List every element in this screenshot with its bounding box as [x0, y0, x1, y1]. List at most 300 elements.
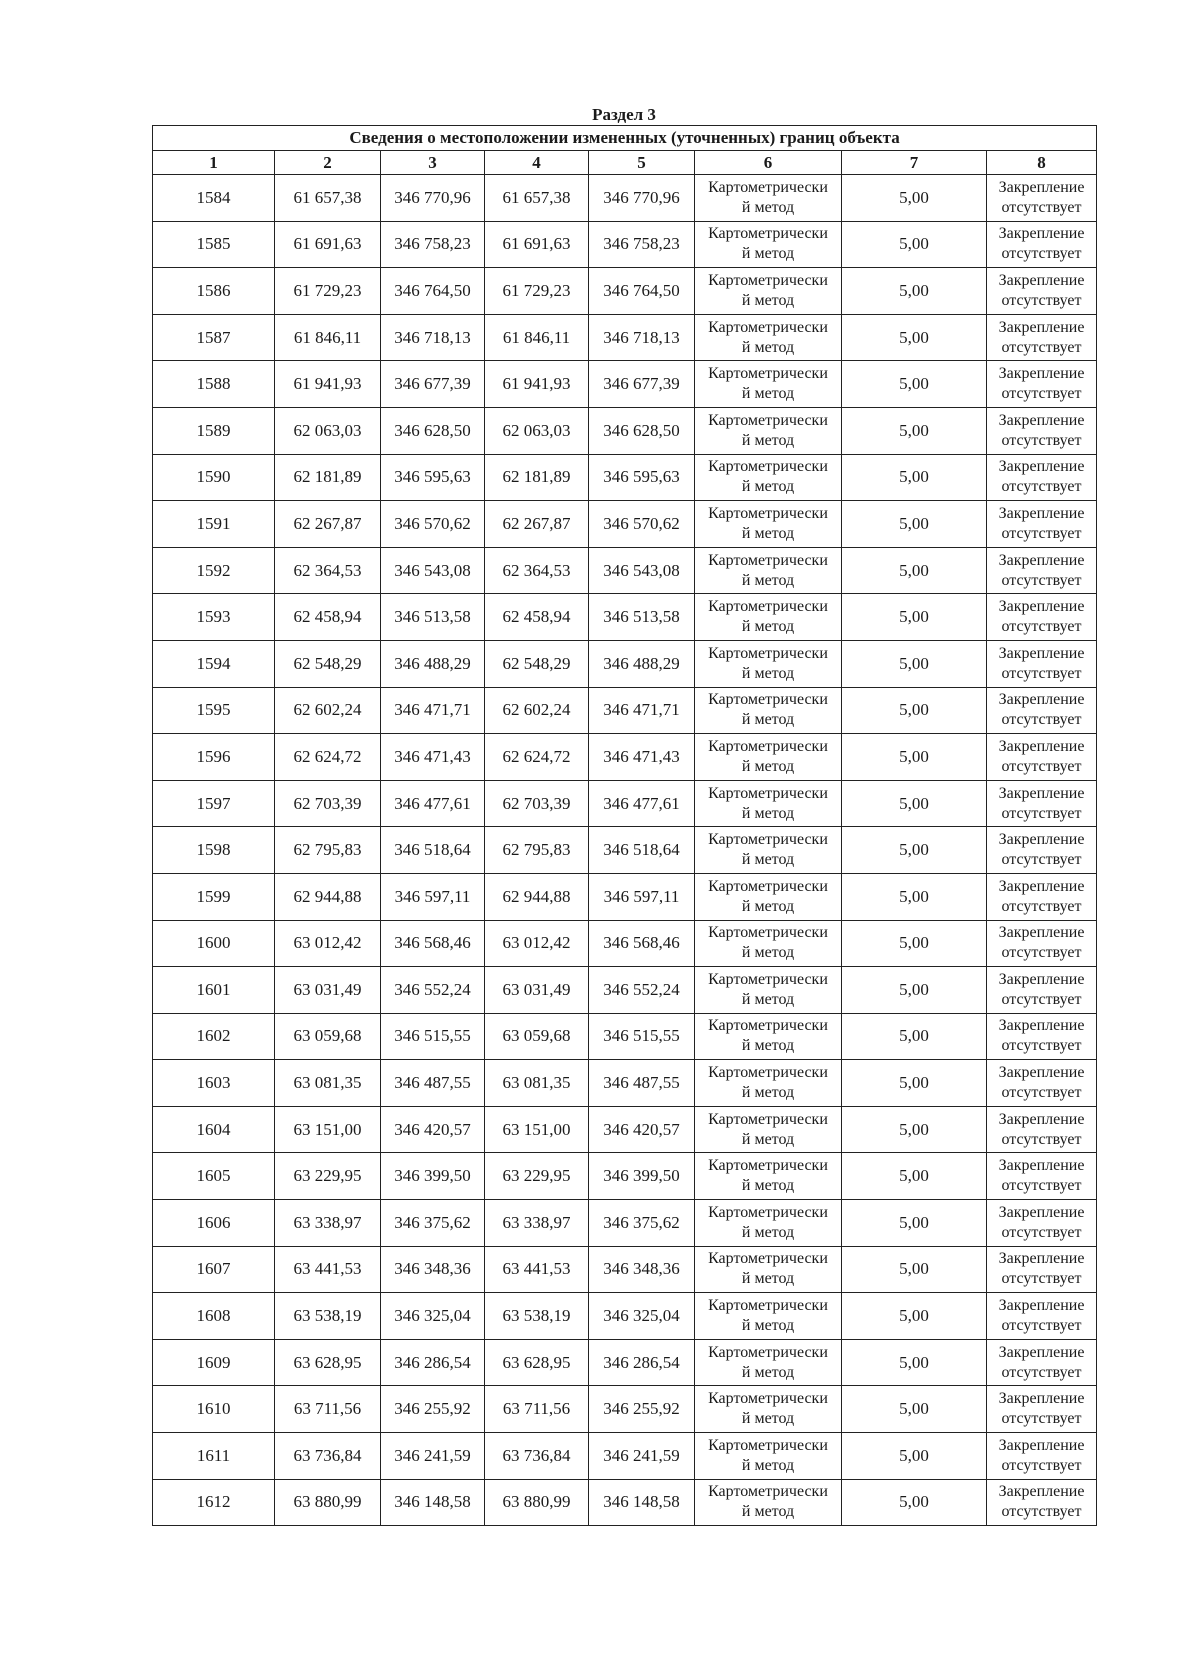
- cell-text-line: отсутствует: [1001, 478, 1082, 496]
- table-row: [153, 407, 1097, 454]
- fixation-cell: [987, 734, 1097, 781]
- y-new-cell: 346 628,50: [589, 407, 695, 454]
- cell-text-line: Картометрически: [708, 551, 828, 569]
- table-row: [153, 1106, 1097, 1153]
- table-row: [153, 827, 1097, 874]
- cell-text-line: Закрепление: [998, 411, 1085, 429]
- x-old-cell: 63 059,68: [275, 1013, 381, 1060]
- cell-text-line: й метод: [741, 198, 795, 216]
- fixation-cell: [987, 1013, 1097, 1060]
- method-cell: [695, 1433, 842, 1480]
- x-new-cell: 63 538,19: [485, 1293, 589, 1340]
- cell-text-line: Закрепление: [998, 271, 1085, 289]
- point-number-cell: 1601: [153, 967, 275, 1014]
- accuracy-cell: 5,00: [842, 734, 987, 781]
- x-new-cell: 62 795,83: [485, 827, 589, 874]
- accuracy-cell: 5,00: [842, 1153, 987, 1200]
- y-old-cell: 346 758,23: [381, 221, 485, 268]
- y-old-cell: 346 568,46: [381, 920, 485, 967]
- table-row: [153, 1386, 1097, 1433]
- cell-text-line: Картометрически: [708, 1343, 828, 1361]
- point-number-cell: 1598: [153, 827, 275, 874]
- fixation-cell: [987, 1200, 1097, 1247]
- cell-text-line: отсутствует: [1001, 990, 1082, 1008]
- point-number-cell: 1612: [153, 1479, 275, 1526]
- y-new-cell: 346 375,62: [589, 1200, 695, 1247]
- y-old-cell: 346 399,50: [381, 1153, 485, 1200]
- x-old-cell: 61 691,63: [275, 221, 381, 268]
- column-number-5: 5: [589, 151, 695, 175]
- y-old-cell: 346 255,92: [381, 1386, 485, 1433]
- method-cell: [695, 1060, 842, 1107]
- point-number-cell: 1611: [153, 1433, 275, 1480]
- x-new-cell: 62 944,88: [485, 873, 589, 920]
- y-new-cell: 346 399,50: [589, 1153, 695, 1200]
- cell-text-line: Закрепление: [998, 1017, 1085, 1035]
- cell-text-line: Картометрически: [708, 831, 828, 849]
- cell-text-line: й метод: [741, 851, 795, 869]
- fixation-cell: [987, 454, 1097, 501]
- table-row: [153, 687, 1097, 734]
- fixation-cell: [987, 1479, 1097, 1526]
- method-cell: [695, 687, 842, 734]
- method-cell: [695, 1153, 842, 1200]
- table-row: [153, 1153, 1097, 1200]
- cell-text-line: Картометрически: [708, 411, 828, 429]
- y-new-cell: 346 488,29: [589, 640, 695, 687]
- cell-text-line: отсутствует: [1001, 1410, 1082, 1428]
- method-cell: [695, 1479, 842, 1526]
- accuracy-cell: 5,00: [842, 1386, 987, 1433]
- y-new-cell: 346 325,04: [589, 1293, 695, 1340]
- y-new-cell: 346 513,58: [589, 594, 695, 641]
- table-row: [153, 873, 1097, 920]
- cell-text-line: отсутствует: [1001, 664, 1082, 682]
- fixation-cell: [987, 827, 1097, 874]
- x-new-cell: 61 846,11: [485, 314, 589, 361]
- cell-text-line: Закрепление: [998, 551, 1085, 569]
- cell-text-line: Закрепление: [998, 504, 1085, 522]
- accuracy-cell: 5,00: [842, 175, 987, 222]
- table-row: [153, 501, 1097, 548]
- x-old-cell: 63 229,95: [275, 1153, 381, 1200]
- section-title: Раздел 3: [592, 105, 656, 124]
- y-new-cell: 346 718,13: [589, 314, 695, 361]
- column-number-1: 1: [153, 151, 275, 175]
- x-old-cell: 62 602,24: [275, 687, 381, 734]
- table-row: [153, 1339, 1097, 1386]
- point-number-cell: 1604: [153, 1106, 275, 1153]
- cell-text-line: Закрепление: [998, 458, 1085, 476]
- table-row: [153, 268, 1097, 315]
- cell-text-line: Картометрически: [708, 271, 828, 289]
- method-cell: [695, 221, 842, 268]
- cell-text-line: Закрепление: [998, 691, 1085, 709]
- cell-text-line: отсутствует: [1001, 245, 1082, 263]
- point-number-cell: 1599: [153, 873, 275, 920]
- accuracy-cell: 5,00: [842, 1293, 987, 1340]
- method-cell: [695, 780, 842, 827]
- method-cell: [695, 640, 842, 687]
- column-number-2: 2: [275, 151, 381, 175]
- method-cell: [695, 1386, 842, 1433]
- x-new-cell: 62 364,53: [485, 547, 589, 594]
- point-number-cell: 1590: [153, 454, 275, 501]
- fixation-cell: [987, 967, 1097, 1014]
- coordinates-table: [152, 125, 1097, 1526]
- cell-text-line: отсутствует: [1001, 897, 1082, 915]
- method-cell: [695, 314, 842, 361]
- table-row: [153, 454, 1097, 501]
- column-number-4: 4: [485, 151, 589, 175]
- x-new-cell: 62 063,03: [485, 407, 589, 454]
- x-old-cell: 63 338,97: [275, 1200, 381, 1247]
- table-row: [153, 314, 1097, 361]
- point-number-cell: 1584: [153, 175, 275, 222]
- accuracy-cell: 5,00: [842, 780, 987, 827]
- y-new-cell: 346 543,08: [589, 547, 695, 594]
- fixation-cell: [987, 501, 1097, 548]
- x-new-cell: 61 941,93: [485, 361, 589, 408]
- fixation-cell: [987, 175, 1097, 222]
- cell-text-line: Картометрически: [708, 1064, 828, 1082]
- y-old-cell: 346 241,59: [381, 1433, 485, 1480]
- cell-text-line: й метод: [741, 897, 795, 915]
- accuracy-cell: 5,00: [842, 314, 987, 361]
- method-cell: [695, 1013, 842, 1060]
- x-new-cell: 62 548,29: [485, 640, 589, 687]
- fixation-cell: [987, 221, 1097, 268]
- fixation-cell: [987, 547, 1097, 594]
- cell-text-line: отсутствует: [1001, 1037, 1082, 1055]
- x-new-cell: 63 736,84: [485, 1433, 589, 1480]
- x-old-cell: 63 711,56: [275, 1386, 381, 1433]
- x-new-cell: 62 624,72: [485, 734, 589, 781]
- column-number-8: 8: [987, 151, 1097, 175]
- x-old-cell: 63 538,19: [275, 1293, 381, 1340]
- x-new-cell: 62 602,24: [485, 687, 589, 734]
- method-cell: [695, 920, 842, 967]
- cell-text-line: отсутствует: [1001, 1363, 1082, 1381]
- x-old-cell: 62 548,29: [275, 640, 381, 687]
- column-number-3: 3: [381, 151, 485, 175]
- cell-text-line: й метод: [741, 431, 795, 449]
- x-old-cell: 63 736,84: [275, 1433, 381, 1480]
- cell-text-line: й метод: [741, 757, 795, 775]
- cell-text-line: й метод: [741, 338, 795, 356]
- cell-text-line: Картометрически: [708, 644, 828, 662]
- cell-text-line: Закрепление: [998, 1343, 1085, 1361]
- y-old-cell: 346 597,11: [381, 873, 485, 920]
- y-old-cell: 346 677,39: [381, 361, 485, 408]
- method-cell: [695, 361, 842, 408]
- column-number-6: 6: [695, 151, 842, 175]
- cell-text-line: отсутствует: [1001, 1084, 1082, 1102]
- cell-text-line: Закрепление: [998, 877, 1085, 895]
- cell-text-line: й метод: [741, 664, 795, 682]
- y-new-cell: 346 471,43: [589, 734, 695, 781]
- cell-text-line: й метод: [741, 1363, 795, 1381]
- cell-text-line: Картометрически: [708, 1157, 828, 1175]
- accuracy-cell: 5,00: [842, 1200, 987, 1247]
- cell-text-line: отсутствует: [1001, 198, 1082, 216]
- x-old-cell: 63 151,00: [275, 1106, 381, 1153]
- x-new-cell: 63 229,95: [485, 1153, 589, 1200]
- cell-text-line: отсутствует: [1001, 1503, 1082, 1521]
- accuracy-cell: 5,00: [842, 547, 987, 594]
- cell-text-line: Картометрически: [708, 1483, 828, 1501]
- cell-text-line: отсутствует: [1001, 385, 1082, 403]
- method-cell: [695, 1246, 842, 1293]
- accuracy-cell: 5,00: [842, 268, 987, 315]
- x-new-cell: 62 267,87: [485, 501, 589, 548]
- cell-text-line: й метод: [741, 618, 795, 636]
- y-old-cell: 346 628,50: [381, 407, 485, 454]
- y-new-cell: 346 348,36: [589, 1246, 695, 1293]
- x-old-cell: 61 729,23: [275, 268, 381, 315]
- fixation-cell: [987, 640, 1097, 687]
- cell-text-line: Картометрически: [708, 178, 828, 196]
- accuracy-cell: 5,00: [842, 1433, 987, 1480]
- x-new-cell: 61 691,63: [485, 221, 589, 268]
- x-old-cell: 62 181,89: [275, 454, 381, 501]
- accuracy-cell: 5,00: [842, 640, 987, 687]
- cell-text-line: отсутствует: [1001, 1177, 1082, 1195]
- cell-text-line: й метод: [741, 478, 795, 496]
- x-new-cell: 63 880,99: [485, 1479, 589, 1526]
- cell-text-line: й метод: [741, 1317, 795, 1335]
- point-number-cell: 1595: [153, 687, 275, 734]
- fixation-cell: [987, 594, 1097, 641]
- point-number-cell: 1586: [153, 268, 275, 315]
- table-row: [153, 1479, 1097, 1526]
- cell-text-line: Картометрически: [708, 784, 828, 802]
- cell-text-line: отсутствует: [1001, 1317, 1082, 1335]
- cell-text-line: Картометрически: [708, 1436, 828, 1454]
- table-row: [153, 175, 1097, 222]
- accuracy-cell: 5,00: [842, 221, 987, 268]
- fixation-cell: [987, 780, 1097, 827]
- y-old-cell: 346 552,24: [381, 967, 485, 1014]
- method-cell: [695, 1339, 842, 1386]
- accuracy-cell: 5,00: [842, 1060, 987, 1107]
- x-old-cell: 62 944,88: [275, 873, 381, 920]
- x-old-cell: 62 624,72: [275, 734, 381, 781]
- method-cell: [695, 547, 842, 594]
- y-old-cell: 346 513,58: [381, 594, 485, 641]
- table-row: [153, 967, 1097, 1014]
- x-old-cell: 62 267,87: [275, 501, 381, 548]
- cell-text-line: Картометрически: [708, 225, 828, 243]
- fixation-cell: [987, 268, 1097, 315]
- cell-text-line: й метод: [741, 1177, 795, 1195]
- fixation-cell: [987, 361, 1097, 408]
- x-new-cell: 61 729,23: [485, 268, 589, 315]
- cell-text-line: отсутствует: [1001, 1456, 1082, 1474]
- y-old-cell: 346 487,55: [381, 1060, 485, 1107]
- cell-text-line: отсутствует: [1001, 618, 1082, 636]
- point-number-cell: 1605: [153, 1153, 275, 1200]
- x-old-cell: 62 795,83: [275, 827, 381, 874]
- fixation-cell: [987, 1386, 1097, 1433]
- table-row: [153, 1246, 1097, 1293]
- fixation-cell: [987, 1106, 1097, 1153]
- cell-text-line: Закрепление: [998, 784, 1085, 802]
- fixation-cell: [987, 1339, 1097, 1386]
- accuracy-cell: 5,00: [842, 687, 987, 734]
- y-old-cell: 346 543,08: [381, 547, 485, 594]
- table-row: [153, 1200, 1097, 1247]
- x-new-cell: 62 181,89: [485, 454, 589, 501]
- x-old-cell: 62 703,39: [275, 780, 381, 827]
- accuracy-cell: 5,00: [842, 454, 987, 501]
- x-old-cell: 61 657,38: [275, 175, 381, 222]
- table-row: [153, 920, 1097, 967]
- x-old-cell: 61 941,93: [275, 361, 381, 408]
- cell-text-line: й метод: [741, 1503, 795, 1521]
- y-new-cell: 346 471,71: [589, 687, 695, 734]
- y-new-cell: 346 241,59: [589, 1433, 695, 1480]
- cell-text-line: Закрепление: [998, 1483, 1085, 1501]
- cell-text-line: Закрепление: [998, 225, 1085, 243]
- cell-text-line: Закрепление: [998, 924, 1085, 942]
- y-new-cell: 346 148,58: [589, 1479, 695, 1526]
- x-old-cell: 62 458,94: [275, 594, 381, 641]
- cell-text-line: Закрепление: [998, 831, 1085, 849]
- x-new-cell: 63 031,49: [485, 967, 589, 1014]
- cell-text-line: Закрепление: [998, 178, 1085, 196]
- column-number-7: 7: [842, 151, 987, 175]
- fixation-cell: [987, 314, 1097, 361]
- point-number-cell: 1592: [153, 547, 275, 594]
- cell-text-line: й метод: [741, 1130, 795, 1148]
- table-row: [153, 594, 1097, 641]
- accuracy-cell: 5,00: [842, 920, 987, 967]
- y-new-cell: 346 597,11: [589, 873, 695, 920]
- point-number-cell: 1597: [153, 780, 275, 827]
- cell-text-line: отсутствует: [1001, 338, 1082, 356]
- accuracy-cell: 5,00: [842, 873, 987, 920]
- table-row: [153, 734, 1097, 781]
- x-old-cell: 63 880,99: [275, 1479, 381, 1526]
- table-row: [153, 1013, 1097, 1060]
- cell-text-line: Закрепление: [998, 318, 1085, 336]
- cell-text-line: Картометрически: [708, 598, 828, 616]
- y-new-cell: 346 477,61: [589, 780, 695, 827]
- cell-text-line: Закрепление: [998, 1064, 1085, 1082]
- cell-text-line: й метод: [741, 804, 795, 822]
- point-number-cell: 1608: [153, 1293, 275, 1340]
- y-new-cell: 346 568,46: [589, 920, 695, 967]
- point-number-cell: 1602: [153, 1013, 275, 1060]
- fixation-cell: [987, 1433, 1097, 1480]
- cell-text-line: Картометрически: [708, 365, 828, 383]
- x-new-cell: 63 081,35: [485, 1060, 589, 1107]
- cell-text-line: Картометрически: [708, 1110, 828, 1128]
- cell-text-line: й метод: [741, 1270, 795, 1288]
- point-number-cell: 1603: [153, 1060, 275, 1107]
- y-new-cell: 346 758,23: [589, 221, 695, 268]
- cell-text-line: Закрепление: [998, 1110, 1085, 1128]
- y-old-cell: 346 764,50: [381, 268, 485, 315]
- y-new-cell: 346 518,64: [589, 827, 695, 874]
- accuracy-cell: 5,00: [842, 1013, 987, 1060]
- x-old-cell: 62 364,53: [275, 547, 381, 594]
- method-cell: [695, 268, 842, 315]
- cell-text-line: Картометрически: [708, 1250, 828, 1268]
- cell-text-line: Картометрически: [708, 924, 828, 942]
- x-new-cell: 63 151,00: [485, 1106, 589, 1153]
- point-number-cell: 1591: [153, 501, 275, 548]
- cell-text-line: Картометрически: [708, 970, 828, 988]
- method-cell: [695, 873, 842, 920]
- fixation-cell: [987, 687, 1097, 734]
- cell-text-line: й метод: [741, 385, 795, 403]
- y-old-cell: 346 570,62: [381, 501, 485, 548]
- table-row: [153, 221, 1097, 268]
- x-new-cell: 62 458,94: [485, 594, 589, 641]
- y-old-cell: 346 595,63: [381, 454, 485, 501]
- y-old-cell: 346 348,36: [381, 1246, 485, 1293]
- x-new-cell: 63 059,68: [485, 1013, 589, 1060]
- point-number-cell: 1593: [153, 594, 275, 641]
- cell-text-line: Закрепление: [998, 970, 1085, 988]
- cell-text-line: Закрепление: [998, 1297, 1085, 1315]
- y-new-cell: 346 487,55: [589, 1060, 695, 1107]
- table-row: [153, 780, 1097, 827]
- cell-text-line: Закрепление: [998, 1157, 1085, 1175]
- cell-text-line: отсутствует: [1001, 1223, 1082, 1241]
- cell-text-line: Закрепление: [998, 598, 1085, 616]
- cell-text-line: й метод: [741, 711, 795, 729]
- cell-text-line: й метод: [741, 1223, 795, 1241]
- cell-text-line: й метод: [741, 245, 795, 263]
- cell-text-line: й метод: [741, 1410, 795, 1428]
- method-cell: [695, 407, 842, 454]
- y-old-cell: 346 718,13: [381, 314, 485, 361]
- method-cell: [695, 454, 842, 501]
- x-new-cell: 63 338,97: [485, 1200, 589, 1247]
- x-old-cell: 63 012,42: [275, 920, 381, 967]
- point-number-cell: 1600: [153, 920, 275, 967]
- x-new-cell: 63 012,42: [485, 920, 589, 967]
- y-new-cell: 346 764,50: [589, 268, 695, 315]
- cell-text-line: отсутствует: [1001, 851, 1082, 869]
- method-cell: [695, 501, 842, 548]
- fixation-cell: [987, 407, 1097, 454]
- accuracy-cell: 5,00: [842, 501, 987, 548]
- fixation-cell: [987, 1293, 1097, 1340]
- accuracy-cell: 5,00: [842, 407, 987, 454]
- cell-text-line: отсутствует: [1001, 431, 1082, 449]
- y-old-cell: 346 471,71: [381, 687, 485, 734]
- y-new-cell: 346 677,39: [589, 361, 695, 408]
- x-new-cell: 63 628,95: [485, 1339, 589, 1386]
- accuracy-cell: 5,00: [842, 1106, 987, 1153]
- accuracy-cell: 5,00: [842, 594, 987, 641]
- point-number-cell: 1594: [153, 640, 275, 687]
- cell-text-line: Картометрически: [708, 504, 828, 522]
- y-old-cell: 346 518,64: [381, 827, 485, 874]
- cell-text-line: Картометрически: [708, 1203, 828, 1221]
- fixation-cell: [987, 873, 1097, 920]
- cell-text-line: отсутствует: [1001, 944, 1082, 962]
- cell-text-line: Картометрически: [708, 318, 828, 336]
- cell-text-line: отсутствует: [1001, 524, 1082, 542]
- point-number-cell: 1588: [153, 361, 275, 408]
- point-number-cell: 1606: [153, 1200, 275, 1247]
- cell-text-line: Картометрически: [708, 1390, 828, 1408]
